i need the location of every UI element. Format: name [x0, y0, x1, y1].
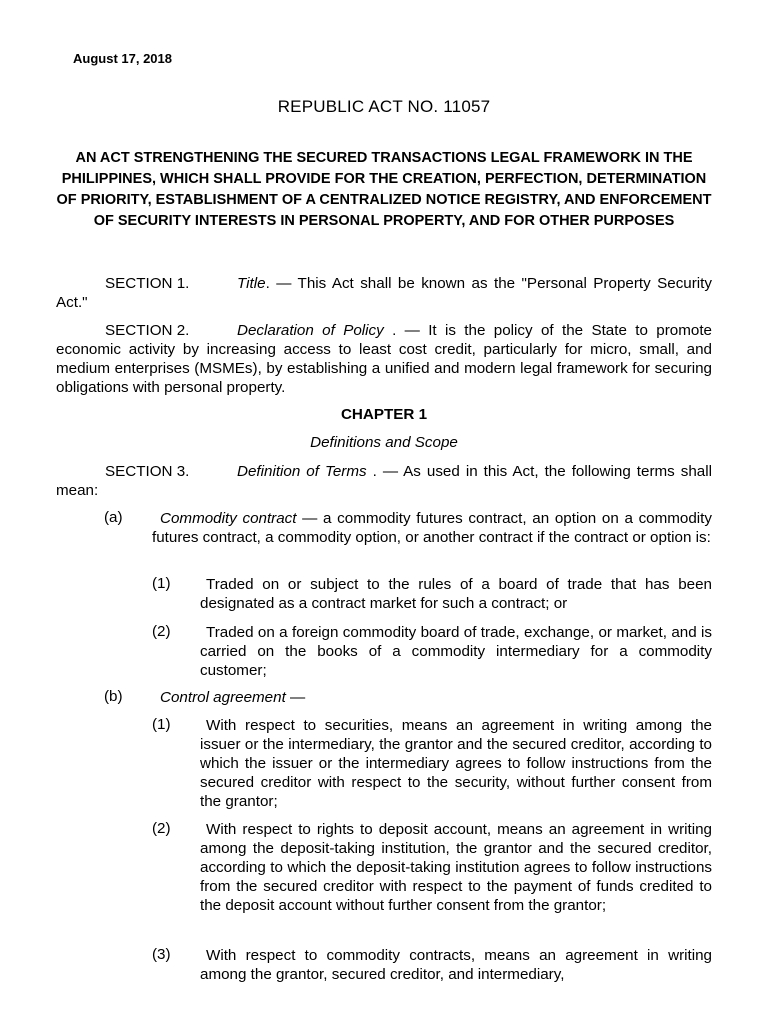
- definition-a-sub2-label: (2): [152, 623, 171, 640]
- section-3-text: . — As used in this Act, the following terms shall mean:: [56, 463, 712, 499]
- section-3: [56, 462, 712, 500]
- definition-b-text: —: [285, 689, 306, 706]
- definition-a-term: Commodity contract: [160, 510, 297, 527]
- act-number: REPUBLIC ACT NO. 11057: [277, 97, 491, 116]
- definition-a-text: — a commodity futures contract, an option on a commodity futures contract, a commodity option, or another contract if the contract or option is:: [152, 510, 712, 546]
- definition-b-label: (b): [104, 688, 123, 705]
- section-2-text: . — It is the policy of the State to promote economic activity by increasing access to least cost credit, particularly for micro, small, and medium enterprises (MSMEs), by establishing a unified and modern legal framework for securing obligations with personal property.: [56, 322, 712, 396]
- definition-b-sub3-text: With respect to commodity contracts, means an agreement in writing among the grantor, secured creditor, and intermediary,: [200, 947, 712, 983]
- definition-b: [152, 688, 712, 707]
- section-3-label: SECTION 3.: [105, 463, 190, 480]
- section-2-label: SECTION 2.: [105, 322, 190, 339]
- chapter-title: CHAPTER 1: [340, 406, 428, 423]
- section-2-heading: Declaration of Policy: [237, 322, 384, 339]
- section-2: [56, 321, 712, 397]
- definition-a-sub1-label: (1): [152, 575, 171, 592]
- definition-a: [152, 509, 712, 547]
- definition-b-sub2-text: With respect to rights to deposit account, means an agreement in writing among the deposit-taking institution, the grantor and the secured creditor, according to which the deposit-taking institution agrees to follow instructions from the secured creditor with respect to the payment of funds credited to the deposit account without further consent from the grantor;: [200, 821, 712, 914]
- definition-a-label: (a): [104, 509, 123, 526]
- definition-b-sub3-label: (3): [152, 946, 171, 963]
- chapter-subtitle: Definitions and Scope: [310, 434, 458, 451]
- section-1-label: SECTION 1.: [105, 275, 190, 292]
- section-1: [56, 274, 712, 312]
- section-1-text: . — This Act shall be known as the "Personal Property Security Act.": [56, 275, 712, 311]
- definition-b-sub2-label: (2): [152, 820, 171, 837]
- section-1-heading: Title: [237, 275, 266, 292]
- act-title: AN ACT STRENGTHENING THE SECURED TRANSACTIONS LEGAL FRAMEWORK IN THE PHILIPPINES, WHICH SHALL PROVIDE FOR THE CREATION, PERFECTION, DETERMINATION OF PRIORITY, ESTABLISHMENT OF A CENTRALIZED NOTICE REGISTRY, AND ENFORCEMENT OF SECURITY INTERESTS IN PERSONAL PROPERTY, AND FOR OTHER PURPOSES: [56, 150, 712, 229]
- document-date: August 17, 2018: [73, 51, 172, 66]
- definition-a-sub1-text: Traded on or subject to the rules of a board of trade that has been designated as a contract market for such a contract; or: [200, 576, 712, 612]
- definition-b-sub1-label: (1): [152, 716, 171, 733]
- definition-b-sub1-text: With respect to securities, means an agreement in writing among the issuer or the intermediary, the grantor and the secured creditor, according to which the issuer or the intermediary agrees to follow instructions from the secured creditor with respect to the security, without further consent from the grantor;: [200, 717, 712, 810]
- definition-a-sub2-text: Traded on a foreign commodity board of trade, exchange, or market, and is carried on the books of a commodity intermediary for a commodity customer;: [200, 624, 712, 679]
- section-3-heading: Definition of Terms: [237, 463, 367, 480]
- definition-b-term: Control agreement: [160, 689, 286, 706]
